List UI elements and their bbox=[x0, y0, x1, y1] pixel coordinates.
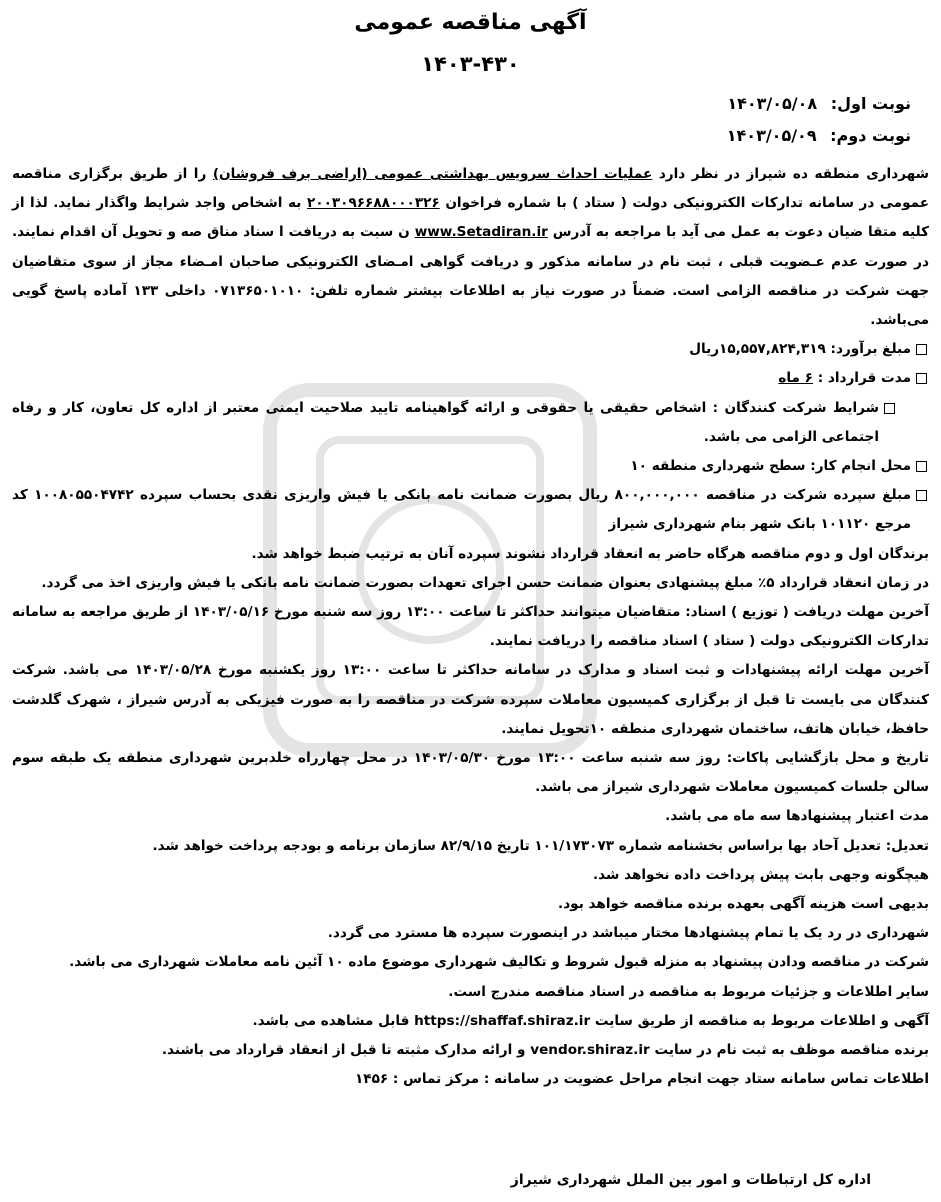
paragraph-ad-cost: بدیهی است هزینه آگهی بعهده برنده مناقصه خواهد بود. bbox=[558, 896, 929, 913]
estimate-value: ۱۵,۵۵۷,۸۲۴,۳۱۹ریال bbox=[689, 341, 826, 358]
paragraph-winners: برندگان اول و دوم مناقصه هرگاه حاضر به انعقاد قرارداد نشوند سپرده آنان به ترتیب ضبط خواهد شد. bbox=[251, 545, 929, 562]
project-name: عملیات احداث سرویس بهداشتی عمومی (اراضی برف فروشان) bbox=[212, 166, 653, 182]
tender-number: ۲۰۰۳۰۹۶۶۸۸۰۰۰۳۲۶ bbox=[306, 195, 440, 212]
paragraph-doc-deadline: آخرین مهلت دریافت ( توزیع ) اسناد: متقاضیان میتوانند حداکثر تا ساعت ۱۳:۰۰ روز سه شنبه مورخ ۱۴۰۳/۰۵/۱۶ از طریق مراجعه به سامانه تدارکات الکترونیکی دولت ( ستاد ) اسناد مناقصه را دریافت نمایند. bbox=[12, 604, 930, 650]
paragraph-shaffaf: آگهی و اطلاعات مربوط به مناقصه از طریق سایت https://shaffaf.shiraz.ir قابل مشاهده می باشد. bbox=[252, 1012, 929, 1029]
notice-number: ۱۴۰۳-۴۳۰ bbox=[421, 52, 520, 76]
setadiran-link[interactable]: www.Setadiran.ir bbox=[414, 224, 548, 241]
intro-text-4: ن سبت به دریافت ا سناد مناق صه و تحویل آن اقدام نمایند. در صورت عدم عـضویت قبلی ، ثبت نام در سامانه مذکور و دریافت گواهی امـضای الکترونیکی صاحبان امـضاء مجاز از سوی متقاضیان جهت شرکت در مناقصه الزامی است. ضمناً در صورت نیاز به اطلاعات بیشتر شماره تلفن: ۰۷۱۳۶۵۰۱۰۱۰ داخلی ۱۳۳ آماده پاسخ گویی می‌باشد. bbox=[12, 224, 930, 329]
paragraph-rejection: شهرداری در رد یک یا تمام پیشنهادها مختار میباشد در اینصورت سپرده ها مسترد می گردد. bbox=[327, 925, 929, 942]
duration-value: ۶ ماه bbox=[778, 370, 813, 387]
second-publication-label: نوبت دوم: bbox=[830, 126, 911, 145]
paragraph-submission-deadline: آخرین مهلت ارائه پیشنهادات و ثبت اسناد و مدارک در سامانه حداکثر تا ساعت ۱۳:۰۰ روز یکشنبه مورخ ۱۴۰۳/۰۵/۲۸ می باشد. شرکت کنندگان می بایست تا قبل از برگزاری کمیسیون معاملات سپرده شرکت در مناقصه را به صورت فیزیکی به آدرس شیراز ، شهرک گلدشت حافظ، خیابان هاتف، ساختمان شهرداری منطقه ۱۰تحویل نمایند. bbox=[12, 662, 929, 737]
first-publication-date: ۱۴۰۳/۰۵/۰۸ bbox=[727, 94, 818, 113]
conditions-item: شرایط شرکت کنندگان : اشخاص حقیقی یا حقوقی و ارائه گواهینامه تایید صلاحیت ایمنی معتبر از اداره کل تعاون، کار و رفاه اجتماعی الزامی می باشد. bbox=[12, 394, 929, 452]
duration-item bbox=[12, 364, 929, 393]
deposit-item: مبلغ سپرده شرکت در مناقصه ۸۰۰,۰۰۰,۰۰۰ ریال بصورت ضمانت نامه بانکی یا فیش واریزی نقدی بحساب سپرده ۱۰۰۸۰۵۵۰۴۷۴۲ کد مرجع ۱۰۱۱۲۰ بانک شهر بنام شهرداری شیراز bbox=[12, 481, 929, 539]
intro-text-3: به اشخاص واجد شرایط واگذار نماید. لذا از کلیه متقا ضیان دعوت به عمل می آید با مراجعه به آدرس bbox=[12, 195, 930, 241]
first-publication bbox=[727, 94, 911, 113]
intro-text-2: را از طریق برگزاری مناقصه عمومی در سامانه تدارکات الکترونیکی دولت ( ستاد ) با شماره فراخوان bbox=[12, 166, 929, 212]
paragraph-vendor: برنده مناقصه موظف به ثبت نام در سایت vendor.shiraz.ir و ارائه مدارک مثبته تا قبل از انعقاد قرارداد می باشند. bbox=[161, 1042, 929, 1059]
footer-department: اداره کل ارتباطات و امور بین الملل شهرداری شیراز bbox=[510, 1172, 871, 1188]
location-item: محل انجام کار: سطح شهرداری منطقه ۱۰ bbox=[12, 452, 929, 481]
estimate-item bbox=[12, 335, 929, 364]
paragraph-prepayment: هیچگونه وجهی بابت پیش پرداخت داده نخواهد شد. bbox=[593, 866, 929, 883]
first-publication-label: نوبت اول: bbox=[830, 94, 911, 113]
estimate-label: مبلغ برآورد: bbox=[830, 341, 911, 358]
paragraph-adjustment: تعدیل: تعدیل آحاد بها براساس بخشنامه شماره ۱۰۱/۱۷۳۰۷۳ تاریخ ۸۲/۹/۱۵ سازمان برنامه و بودجه پرداخت خواهد شد. bbox=[152, 837, 929, 854]
intro-paragraph bbox=[12, 160, 929, 335]
paragraph-contact: اطلاعات تماس سامانه ستاد جهت انجام مراحل عضویت در سامانه : مرکز تماس : ۱۴۵۶ bbox=[355, 1071, 929, 1088]
paragraph-other-info: سایر اطلاعات و جزئیات مربوط به مناقصه در اسناد مناقصه مندرج است. bbox=[448, 983, 929, 1000]
paragraph-guarantee: در زمان انعقاد قرارداد ۵٪ مبلغ پیشنهادی بعنوان ضمانت حسن اجرای تعهدات بصورت ضمانت نامه بانکی یا فیش واریزی اخذ می گردد. bbox=[41, 574, 929, 591]
duration-label: مدت قرارداد : bbox=[817, 370, 911, 387]
intro-text-1: شهرداری منطقه ده شیراز در نظر دارد bbox=[658, 166, 929, 182]
paragraph-acceptance: شرکت در مناقصه ودادن پیشنهاد به منزله قبول شروط و تکالیف شهرداری موضوع ماده ۱۰ آئین نامه معاملات شهرداری می باشد. bbox=[69, 954, 929, 971]
notice-body bbox=[12, 160, 929, 1095]
second-publication-date: ۱۴۰۳/۰۵/۰۹ bbox=[726, 126, 817, 145]
notice-title: آگهی مناقصه عمومی bbox=[354, 10, 587, 35]
paragraph-opening: تاریخ و محل بازگشایی پاکات: روز سه شنبه ساعت ۱۳:۰۰ مورخ ۱۴۰۳/۰۵/۳۰ در محل چهارراه خلدبرین شهرداری منطقه یک طبقه سوم سالن جلسات کمیسیون معاملات شهرداری شیراز می باشد. bbox=[12, 750, 929, 796]
second-publication bbox=[727, 126, 911, 145]
paragraph-validity: مدت اعتبار پیشنهادها سه ماه می باشد. bbox=[665, 808, 929, 825]
